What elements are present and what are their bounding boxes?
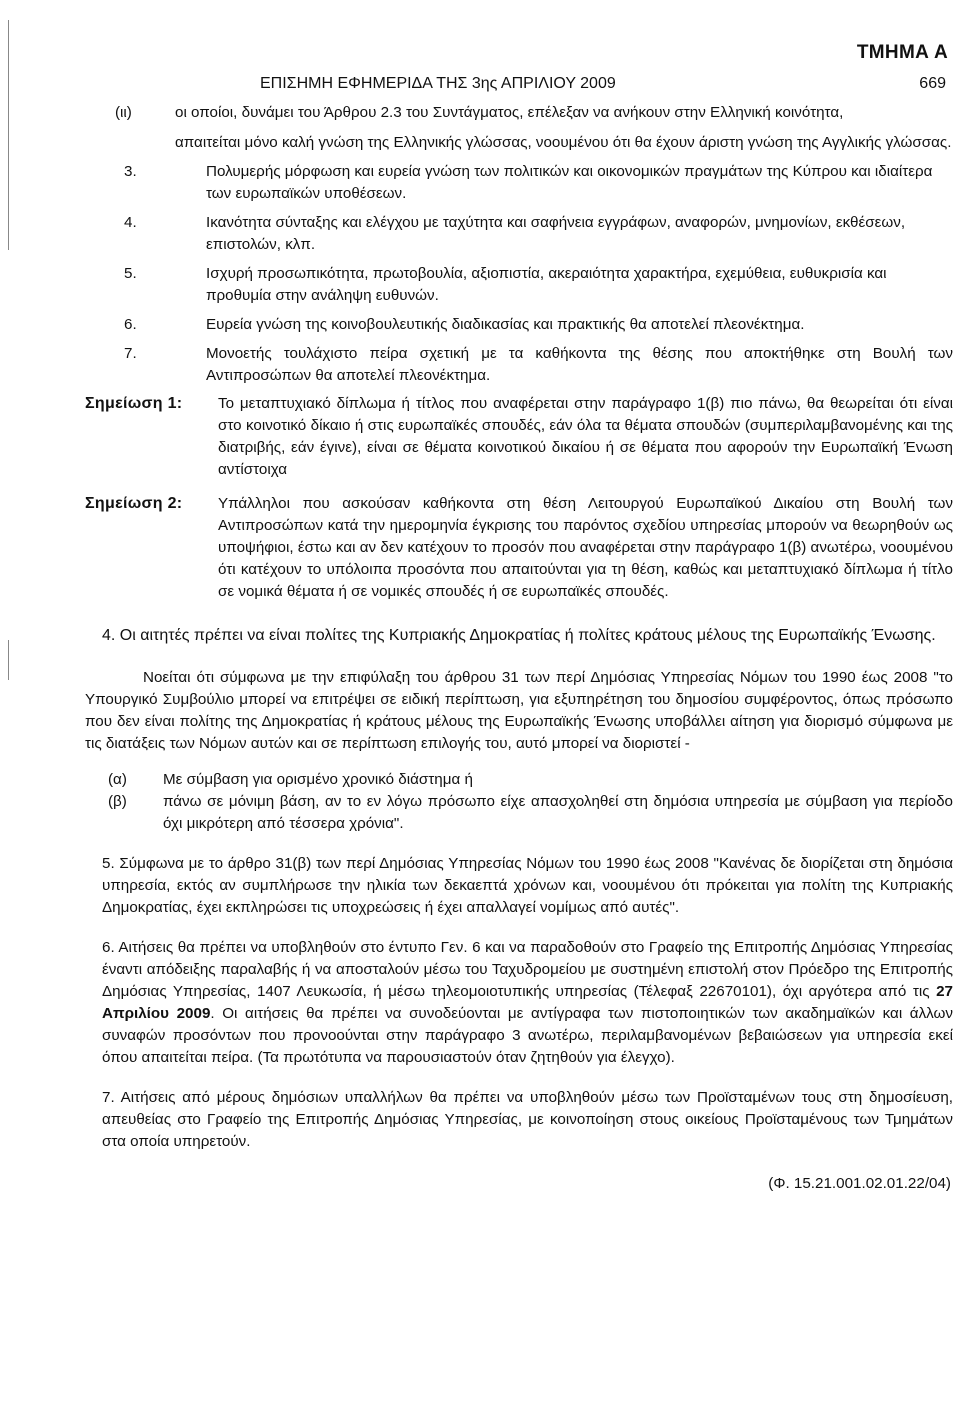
numbered-item (85, 343, 953, 387)
item-text: Ευρεία γνώση της κοινοβουλευτικής διαδικασίας και πρακτικής θα αποτελεί πλεονέκτημα. (206, 316, 805, 333)
point-6-text-after: . Οι αιτήσεις θα πρέπει να συνοδεύονται με αντίγραφα των πιστοποιητικών των ακαδημαϊκών και άλλων συναφών προσόντων που προνοούνται στην παράγραφο 3 ανωτέρω, περιλαμβανομένων βεβαιώσεων για υπηρεσία εκεί όπου απαιτείται πείρα. (Τα πρωτότυπα να παρουσιαστούν όταν ζητηθούν για έλεγχο). (102, 1005, 953, 1066)
item-number: 7. (124, 345, 137, 362)
point-6-applications (85, 937, 953, 1069)
item-number: 6. (124, 316, 137, 333)
option-beta (85, 791, 953, 835)
item-text: Ικανότητα σύνταξης και ελέγχου με ταχύτητα και σαφήνεια εγγράφων, αναφορών, μνημονίων, εκθέσεων, επιστολών, κλπ. (206, 214, 906, 253)
numbered-item (85, 314, 953, 336)
option-alpha (85, 769, 953, 791)
file-reference: (Φ. 15.21.001.02.01.22/04) (768, 1175, 951, 1192)
item-number: 3. (124, 163, 137, 180)
option-text: Με σύμβαση για ορισμένο χρονικό διάστημα ή (163, 771, 473, 788)
section-heading: ΤΜΗΜΑ Α (856, 42, 948, 63)
note-text: Το μεταπτυχιακό δίπλωμα ή τίτλος που αναφέρεται στην παράγραφο 1(β) πιο πάνω, θα θεωρείται ότι είναι στο κοινοτικό δίκαιο ή στις ευρωπαϊκές σπουδές, εάν όλα τα θέματα σπουδών (συμπεριλαμβανομένης και της διατριβής, εάν έγινε), είναι σε θέματα κοινοτικού δικαίου ή σε θέματα που αφορούν την Ευρωπαϊκή Ένωση αντίστοιχα (218, 395, 953, 478)
scan-edge-line (8, 640, 9, 680)
note-label: Σημείωση 1: (85, 395, 183, 412)
item-text: Πολυμερής μόρφωση και ευρεία γνώση των πολιτικών και οικονομικών πραγμάτων της Κύπρου και ιδιαίτερα των ευρωπαϊκών υποθέσεων. (206, 163, 933, 202)
numbered-item (85, 212, 953, 256)
gazette-title: ΕΠΙΣΗΜΗ ΕΦΗΜΕΡΙΔΑ ΤΗΣ 3ης ΑΠΡΙΛΙΟΥ 2009 (260, 75, 616, 92)
item-text: οι οποίοι, δυνάμει του Άρθρου 2.3 του Συντάγματος, επέλεξαν να ανήκουν στην Ελληνική κοινότητα, (175, 104, 844, 121)
page-number: 669 (919, 75, 946, 92)
proviso-paragraph: Νοείται ότι σύμφωνα με την επιφύλαξη του άρθρου 31 των περί Δημόσιας Υπηρεσίας Νόμων του 1990 έως 2008 "το Υπουργικό Συμβούλιο μπορεί να επιτρέψει σε ειδική περίπτωση, για εξυπηρέτηση του δημοσίου συμφέροντος, όπως πρόσωπο που δεν είναι πολίτης της Δημοκρατίας ή κράτους μέλους της Ευρωπαϊκής Ένωσης υποβάλλει αίτηση για διορισμό σύμφωνα με τις διατάξεις των Νόμων αυτών και σε περίπτωση επιλογής του, αυτό μπορεί να διοριστεί - (85, 669, 953, 752)
note-1 (85, 393, 953, 481)
note-2 (85, 493, 953, 603)
item-ii (85, 102, 953, 124)
note-text: Υπάλληλοι που ασκούσαν καθήκοντα στη θέση Λειτουργού Ευρωπαϊκού Δικαίου στη Βουλή των Αντιπροσώπων κατά την ημερομηνία έγκρισης του παρόντος σχεδίου υπηρεσίας μπορούν να θεωρηθούν ως υποψήφιοι, έστω και αν δεν κατέχουν το προσόν που αναφέρεται στην παράγραφο 1(β) ανωτέρω, νοουμένου ότι κατέχουν το υπόλοιπα προσόντα που απαιτούνται για τη θέση, καθώς και μεταπτυχιακό δίπλωμα ή τίτλο σε νομικά θέματα ή σε νομικές σπουδές ή σε ευρωπαϊκές σπουδές. (218, 495, 953, 600)
numbered-item (85, 161, 953, 205)
point-4-citizenship: 4. Οι αιτητές πρέπει να είναι πολίτες της Κυπριακής Δημοκρατίας ή πολίτες κράτους μέλους της Ευρωπαϊκής Ένωσης. (102, 627, 936, 644)
item-number: 4. (124, 214, 137, 231)
option-label: (α) (108, 771, 127, 788)
numbered-item (85, 263, 953, 307)
point-5-age: 5. Σύμφωνα με το άρθρο 31(β) των περί Δημόσιας Υπηρεσίας Νόμων του 1990 έως 2008 "Κανένας δε διορίζεται στη δημόσια υπηρεσία, εκτός αν συμπλήρωσε την ηλικία των δεκαεπτά χρόνων και, νοουμένου ότι πρόκειται για πολίτη της Κυπριακής Δημοκρατίας, έχει εκπληρώσει τις υποχρεώσεις ή έχει απαλλαγεί νομίμως από αυτές". (102, 855, 953, 916)
document-body (85, 102, 953, 1195)
option-text: πάνω σε μόνιμη βάση, αν το εν λόγω πρόσωπο είχε απασχοληθεί στη δημόσια υπηρεσία με σύμβαση για περίοδο όχι μικρότερη από τέσσερα χρόνια". (163, 793, 953, 832)
item-text: Μονοετής τουλάχιστο πείρα σχετική με τα καθήκοντα της θέσης που αποκτήθηκε στη Βουλή των Αντιπροσώπων θα αποτελεί πλεονέκτημα. (206, 345, 953, 384)
option-label: (β) (108, 793, 127, 810)
item-number: 5. (124, 265, 137, 282)
greek-language-requirement: απαιτείται μόνο καλή γνώση της Ελληνικής γλώσσας, νοουμένου ότι θα έχουν άριστη γνώση της Αγγλικής γλώσσας. (175, 134, 952, 151)
deadline-date: 27 Απριλίου 2009 (102, 983, 953, 1022)
point-6-text-before: 6. Αιτήσεις θα πρέπει να υποβληθούν στο έντυπο Γεν. 6 και να παραδοθούν στο Γραφείο της Επιτροπής Δημόσιας Υπηρεσίας έναντι απόδειξης παραλαβής ή να αποσταλούν μέσω του Ταχυδρομείου με συστημένη επιστολή στον Πρόεδρο της Επιτροπής Δημόσιας Υπηρεσίας, 1407 Λευκωσία, ή μέσω τηλεομοιοτυπικής υπηρεσίας (Τέλεφαξ 22670101), όχι αργότερα από τις (102, 939, 953, 1000)
point-7-civil-servants: 7. Αιτήσεις από μέρους δημόσιων υπαλλήλων θα πρέπει να υποβληθούν μέσω των Προϊσταμένων τους στη δημοσίευση, απευθείας στο Γραφείο της Επιτροπής Δημόσιας Υπηρεσίας, με κοινοποίηση στους οικείους Προϊσταμένους των Τμημάτων στα οποία υπηρετούν. (102, 1089, 953, 1150)
item-label: (ιι) (115, 104, 132, 121)
item-text: Ισχυρή προσωπικότητα, πρωτοβουλία, αξιοπιστία, ακεραιότητα χαρακτήρα, εχεμύθεια, ευθυκρισία και προθυμία στην ανάληψη ευθυνών. (206, 265, 887, 304)
scan-edge-line (8, 20, 9, 250)
note-label: Σημείωση 2: (85, 495, 183, 512)
